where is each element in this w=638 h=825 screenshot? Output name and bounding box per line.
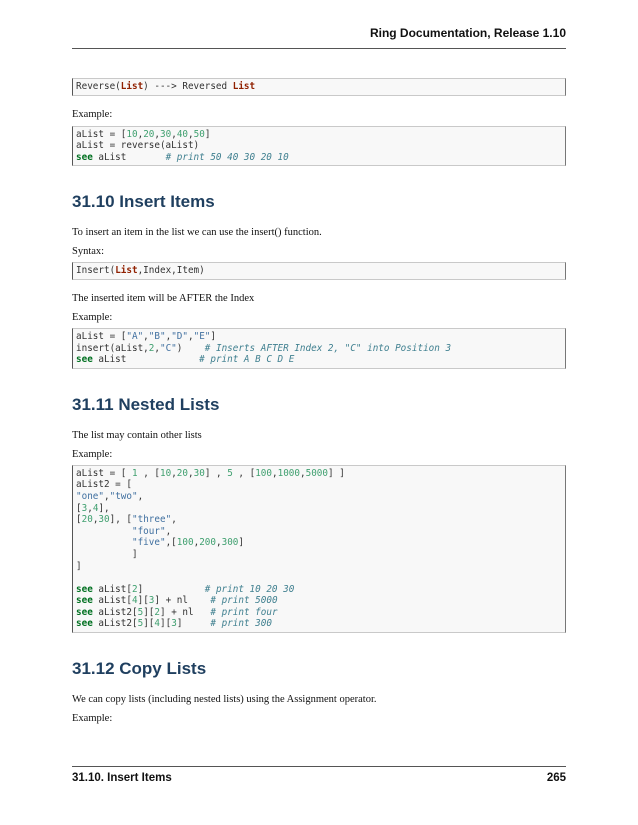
doc-title: Ring Documentation, Release 1.10 [369,26,566,40]
section-heading-insert-items: 31.10 Insert Items [72,192,215,212]
code-block-reverse-example: aList = [10,20,30,40,50] aList = reverse(aList) see aList # print 50 40 30 20 10 [72,126,566,167]
code-block-nested-example: aList = [ 1 , [10,20,30] , 5 , [100,1000,5000] ] aList2 = [ "one","two", [3,4], [20,30], ["three", "four", "five",[100,200,300] ] ] see aList[2] # print 10 20 30 see aList[4][3] + nl # print 5000 see aList2[5][2] + nl # print four see aList2[5][4][3] # print 300 [72,465,566,633]
page-number: 265 [546,772,566,784]
code-block-insert-syntax: Insert(List,Index,Item) [72,262,566,280]
section-heading-nested-lists: 31.11 Nested Lists [72,394,220,414]
paragraph-insert-intro: To insert an item in the list we can use the insert() function. [72,227,322,239]
paragraph-example: Example: [72,713,113,725]
paragraph-insert-after: The inserted item will be AFTER the Index [72,292,255,304]
paragraph-copy-intro: We can copy lists (including nested lists) using the Assignment operator. [72,694,377,706]
page-footer [72,766,566,784]
footer-section-title: 31.10. Insert Items [72,772,172,784]
paragraph-syntax: Syntax: [72,246,105,258]
paragraph-nested-intro: The list may contain other lists [72,429,202,441]
code-block-reverse-syntax: Reverse(List) ---> Reversed List [72,78,566,96]
paragraph-example: Example: [72,448,113,460]
code-block-insert-example: aList = ["A","B","D","E"] insert(aList,2,"C") # Inserts AFTER Index 2, "C" into Position 3 see aList # print A B C D E [72,328,566,369]
page-header [72,26,566,49]
paragraph-example: Example: [72,108,113,120]
paragraph-example: Example: [72,311,113,323]
page-content [72,78,566,725]
section-heading-copy-lists: 31.12 Copy Lists [72,659,207,679]
